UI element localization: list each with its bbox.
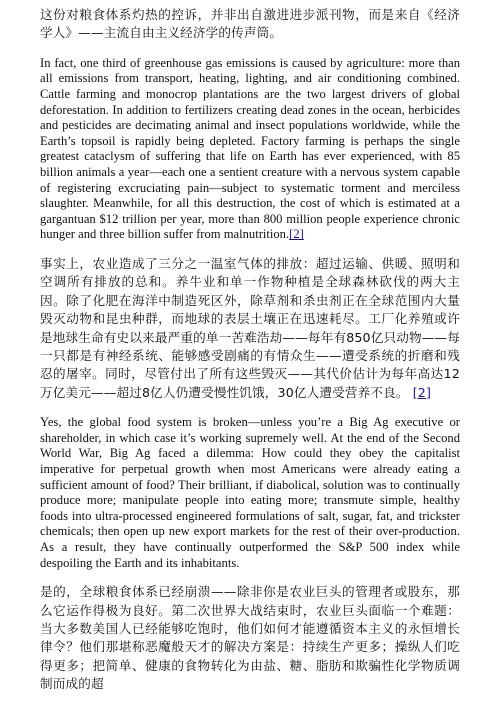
paragraph-en-food-system-broken (40, 415, 460, 571)
paragraph-text: 事实上，农业造成了三分之一温室气体的排放：超过运输、供暖、照明和空调所有排放的总和。养牛业和单一作物种植是全球森林砍伐的两大主因。除了化肥在海洋中制造死区外，除草剂和杀虫剂正在全球范围内大量毁灭动物和昆虫种群，而地球的表层土壤正在迅速耗尽。工厂化养殖或许是地球生命有史以来最严重的单一苦难浩劫——每年有850亿只动物——每一只都是有神经系统、能够感受剧痛的有情众生——遭受系统的折磨和残忍的屠宰。同时，尽管付出了所有这些毁灭——其代价估计为每年高达12万亿美元——超过8亿人仍遭受慢性饥饿，30亿人遭受营养不良。 (40, 255, 460, 400)
paragraph-text: In fact, one third of greenhouse gas emissions is caused by agriculture: more than all emissions from transport, heating, lighting, and air conditioning combined. Cattle farming and monocrop plantations are the two largest drivers of global deforestation. In addition to fertilizers creating dead zones in the ocean, herbicides and pesticides are decimating animal and insect populations worldwide, while the Earth’s topsoil is rapidly being depleted. Factory farming is perhaps the single greatest cataclysm of suffering that life on Earth has ever experienced, with 85 billion animals a year—each one a sentient creature with a nervous system capable of registering excruciating pain—subject to systematic torment and merciless slaughter. Meanwhile, for all this destruction, the cost of which is estimated at a gargantuan $12 trillion per year, more than 800 million people experience chronic hunger and three billion suffer from malnutrition. (40, 55, 460, 242)
footnote-link[interactable]: [2] (289, 227, 304, 242)
paragraph-en-agriculture-emissions (40, 56, 460, 243)
paragraph-text: 是的，全球粮食体系已经崩溃——除非你是农业巨头的管理者或股东，那么它运作得极为良好。第二次世界大战结束时，农业巨头面临一个难题：当大多数美国人已经能够吃饱时，他们如何才能遵循资本主义的永恒增长律令？他们那堪称恶魔般天才的解决方案是：持续生产更多；操纵人们吃得更多；把简单、健康的食物转化为由盐、糖、脂肪和欺骗性化学物质调制而成的超 (40, 584, 460, 692)
paragraph-zh-food-system-broken (40, 583, 460, 693)
article-body (0, 6, 500, 694)
paragraph-text: 这份对粮食体系灼热的控诉，并非出自激进进步派刊物，而是来自《经济学人》——主流自由主义经济学的传声筒。 (40, 7, 460, 41)
footnote-link[interactable]: [2] (412, 384, 432, 400)
paragraph-text: Yes, the global food system is broken—unless you’re a Big Ag executive or shareholder, in which case it’s working supremely well. At the end of the Second World War, Big Ag faced a dilemma: How could they obey the capitalist imperative for perpetual growth when most Americans were already eating a sufficient amount of food? Their brilliant, if diabolical, solution was to continually produce more; manipulate people into eating more; transmute simple, healthy foods into ultra-processed engineered formulations of salt, sugar, fat, and trickster chemicals; then open up new export markets for the rest of their over-production. As a result, they have continually outperformed the S&P 500 index while despoiling the Earth and its inhabitants. (40, 415, 460, 570)
paragraph-zh-agriculture-emissions (40, 255, 460, 402)
paragraph-zh-intro (40, 6, 460, 43)
